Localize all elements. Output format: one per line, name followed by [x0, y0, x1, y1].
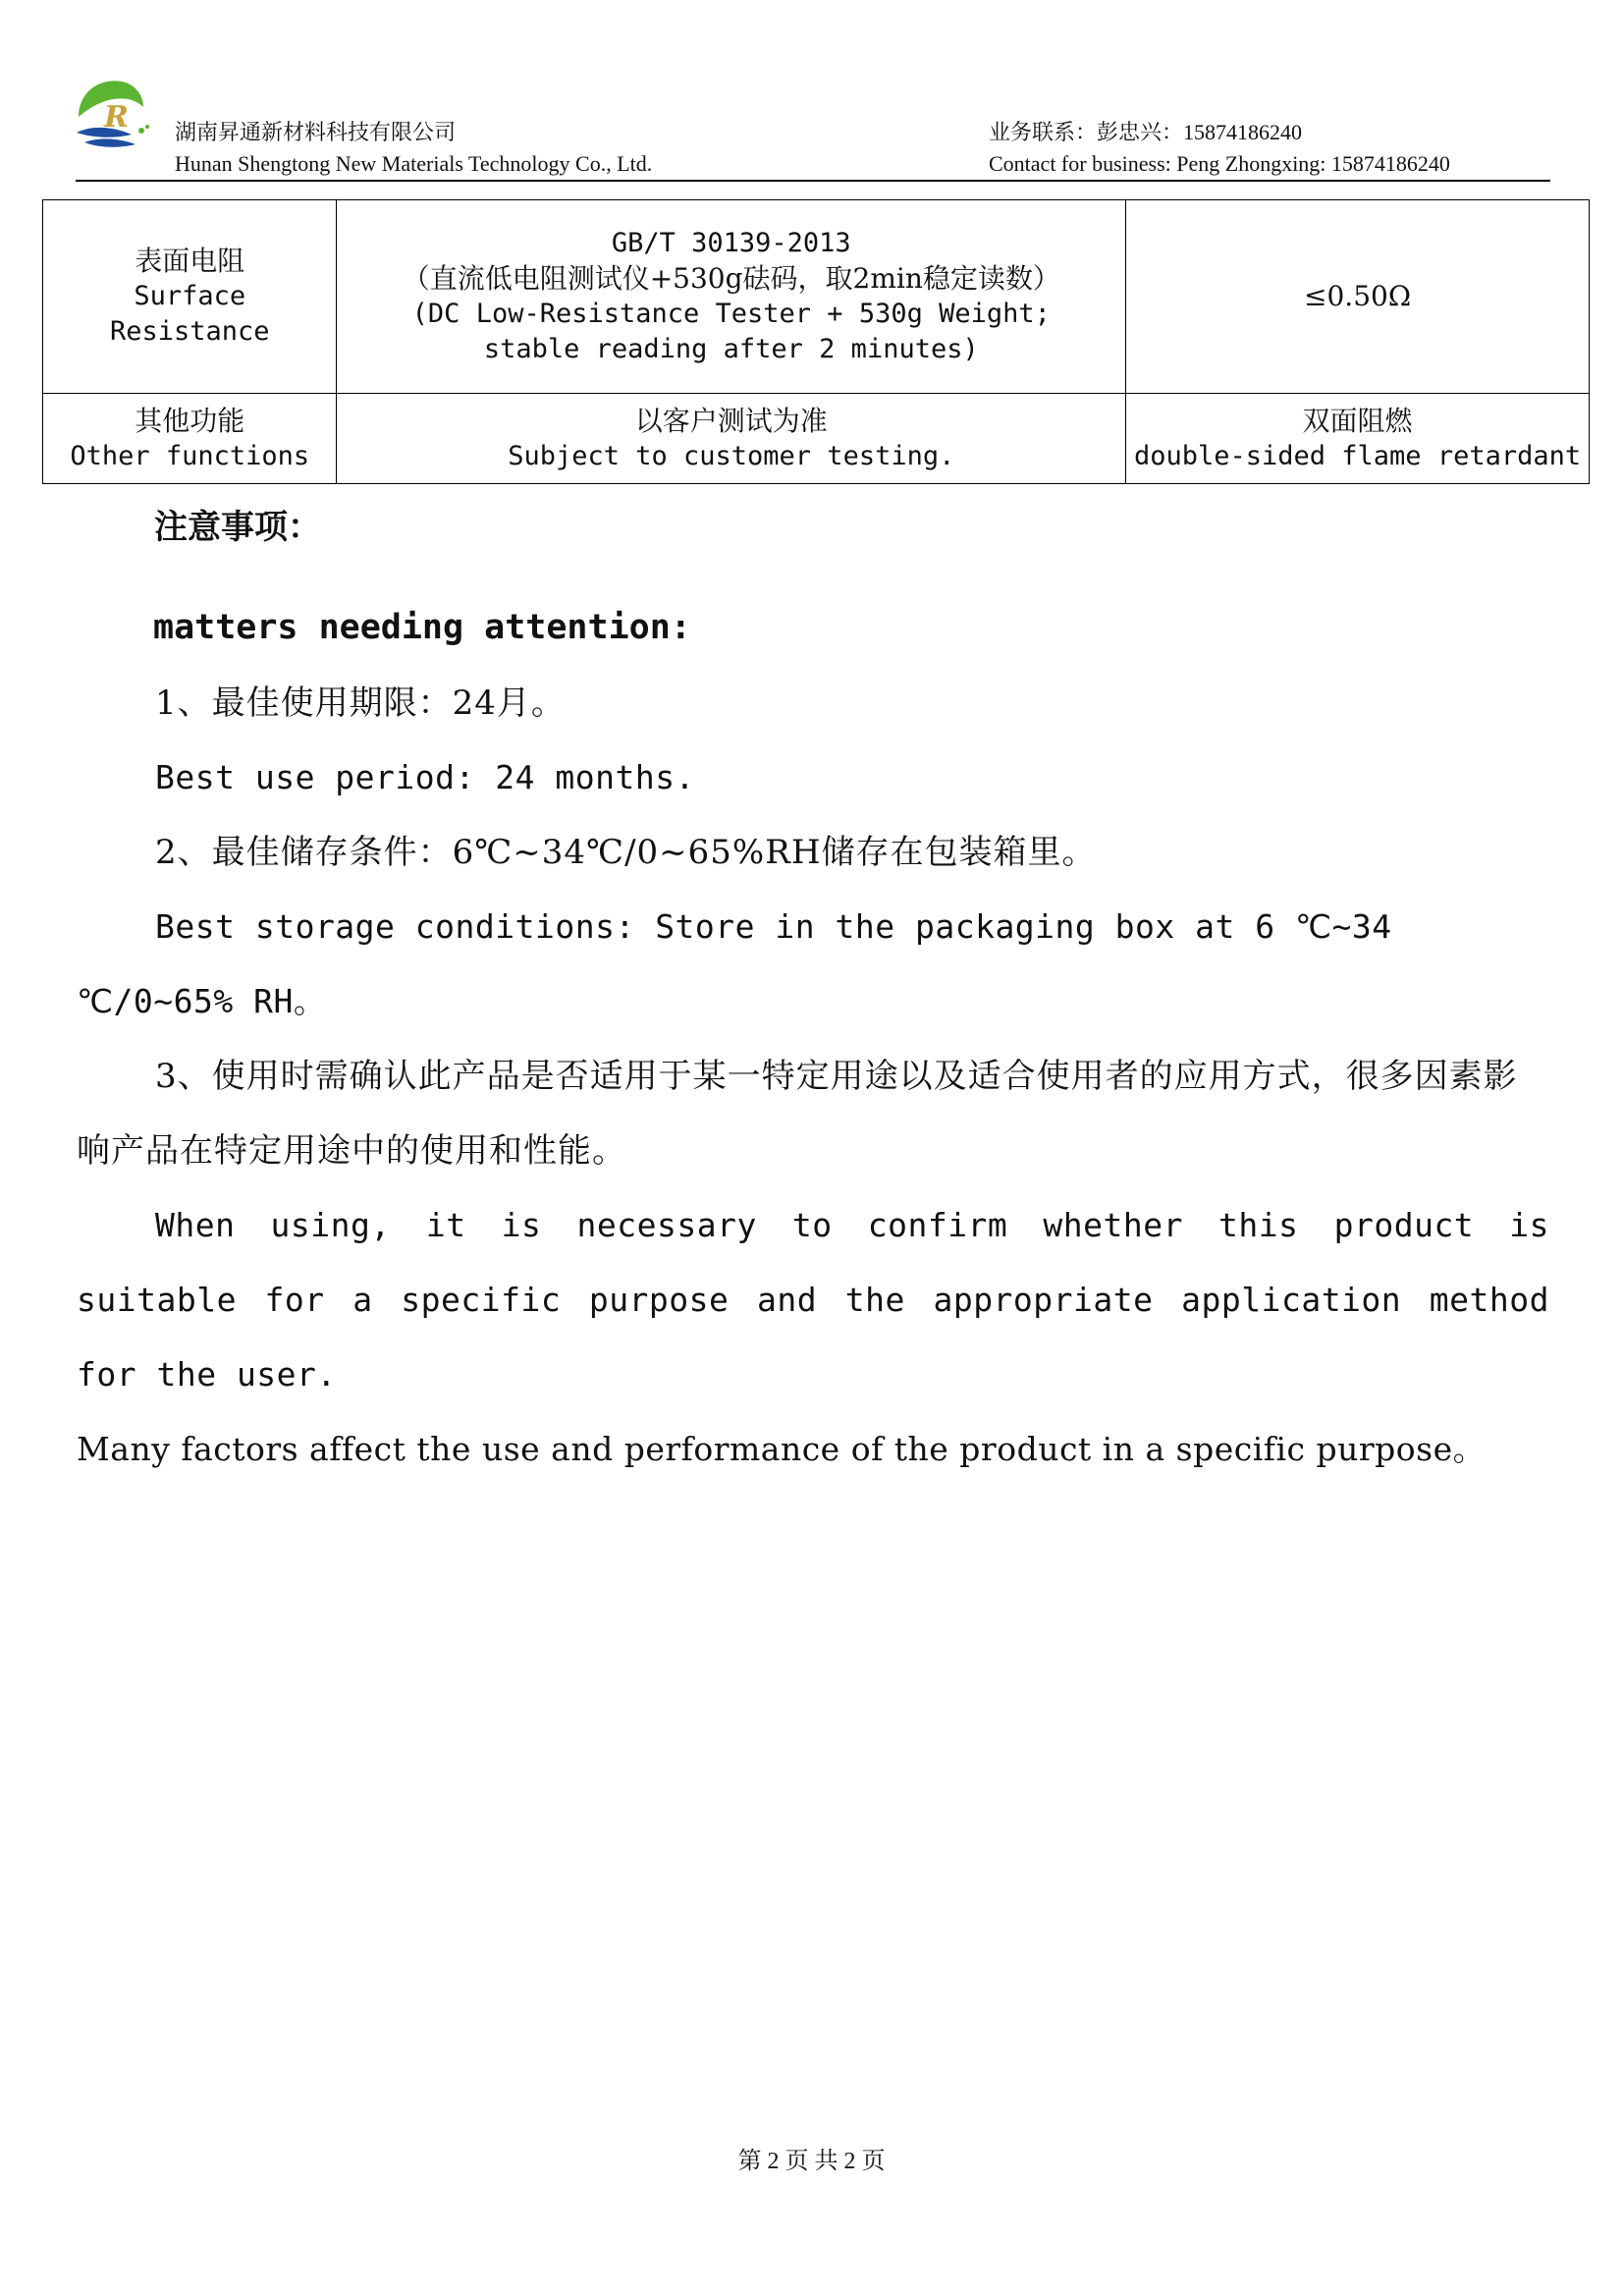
method-standard: GB/T 30139-2013: [611, 228, 851, 258]
item-name-en: Surface Resistance: [109, 281, 270, 347]
value-en: double-sided flame retardant: [1133, 440, 1582, 471]
note-2-cn: 2、最佳储存条件：6℃~34℃/0~65%RH储存在包装箱里。: [155, 833, 1097, 872]
spec-table: [42, 199, 1590, 484]
notes-heading-cn: 注意事项：: [154, 508, 321, 547]
page-number: 第 2 页 共 2 页: [737, 2149, 886, 2174]
value-cell: [1126, 394, 1590, 484]
note-2-en: Best storage conditions: Store in the packaging box at 6 ℃~34 ℃/0~65% RH。: [77, 907, 1392, 1020]
value-cell: [1126, 200, 1590, 394]
company-name-en: Hunan Shengtong New Materials Technology Co., Ltd.: [175, 151, 653, 176]
item-name-en: Other functions: [70, 440, 310, 471]
item-name-cn: 表面电阻: [135, 245, 245, 277]
logo-letter: R: [104, 100, 129, 135]
item-cell: [43, 200, 337, 394]
method-en: Subject to customer testing.: [508, 440, 955, 471]
business-contact-en: Contact for business: Peng Zhongxing: 15874186240: [989, 151, 1450, 176]
item-name-cn: 其他功能: [135, 404, 245, 437]
method-cell: [337, 200, 1126, 394]
method-cell: [337, 394, 1126, 484]
note-3-cn: 3、使用时需确认此产品是否适用于某一特定用途以及适合使用者的应用方式，很多因素影响产品在特定用途中的使用和性能。: [77, 1057, 1518, 1171]
method-en: (DC Low-Resistance Tester + 530g Weight; stable reading after 2 minutes): [411, 299, 1051, 364]
company-name-cn: 湖南昇通新材料科技有限公司: [175, 120, 457, 144]
method-cn: （直流低电阻测试仪+530g砝码，取2min稳定读数）: [402, 262, 1060, 295]
note-3-en: [77, 1188, 1549, 1487]
table-row: [43, 394, 1590, 484]
method-cn: 以客户测试为准: [634, 404, 828, 437]
item-cell: [43, 394, 337, 484]
company-logo: [71, 74, 149, 152]
business-contact-cn: 业务联系：彭忠兴：15874186240: [989, 120, 1303, 144]
value-text: ≤0.50Ω: [1304, 280, 1412, 312]
value-cn: 双面阻燃: [1302, 404, 1413, 437]
table-row: [43, 200, 1590, 394]
notes-heading-en: matters needing attention:: [153, 608, 691, 647]
note-1-cn: 1、最佳使用期限：24月。: [155, 683, 566, 723]
header-divider: [76, 180, 1550, 182]
note-3-en-last: Many factors affect the use and performance of the product in a specific purpose。: [77, 1430, 1487, 1468]
note-3-en-text: When using, it is necessary to confirm whether this product is suitable for a specific purpose and the appropriate application method for the user.: [77, 1206, 1549, 1394]
note-1-en: Best use period: 24 months.: [155, 758, 695, 796]
